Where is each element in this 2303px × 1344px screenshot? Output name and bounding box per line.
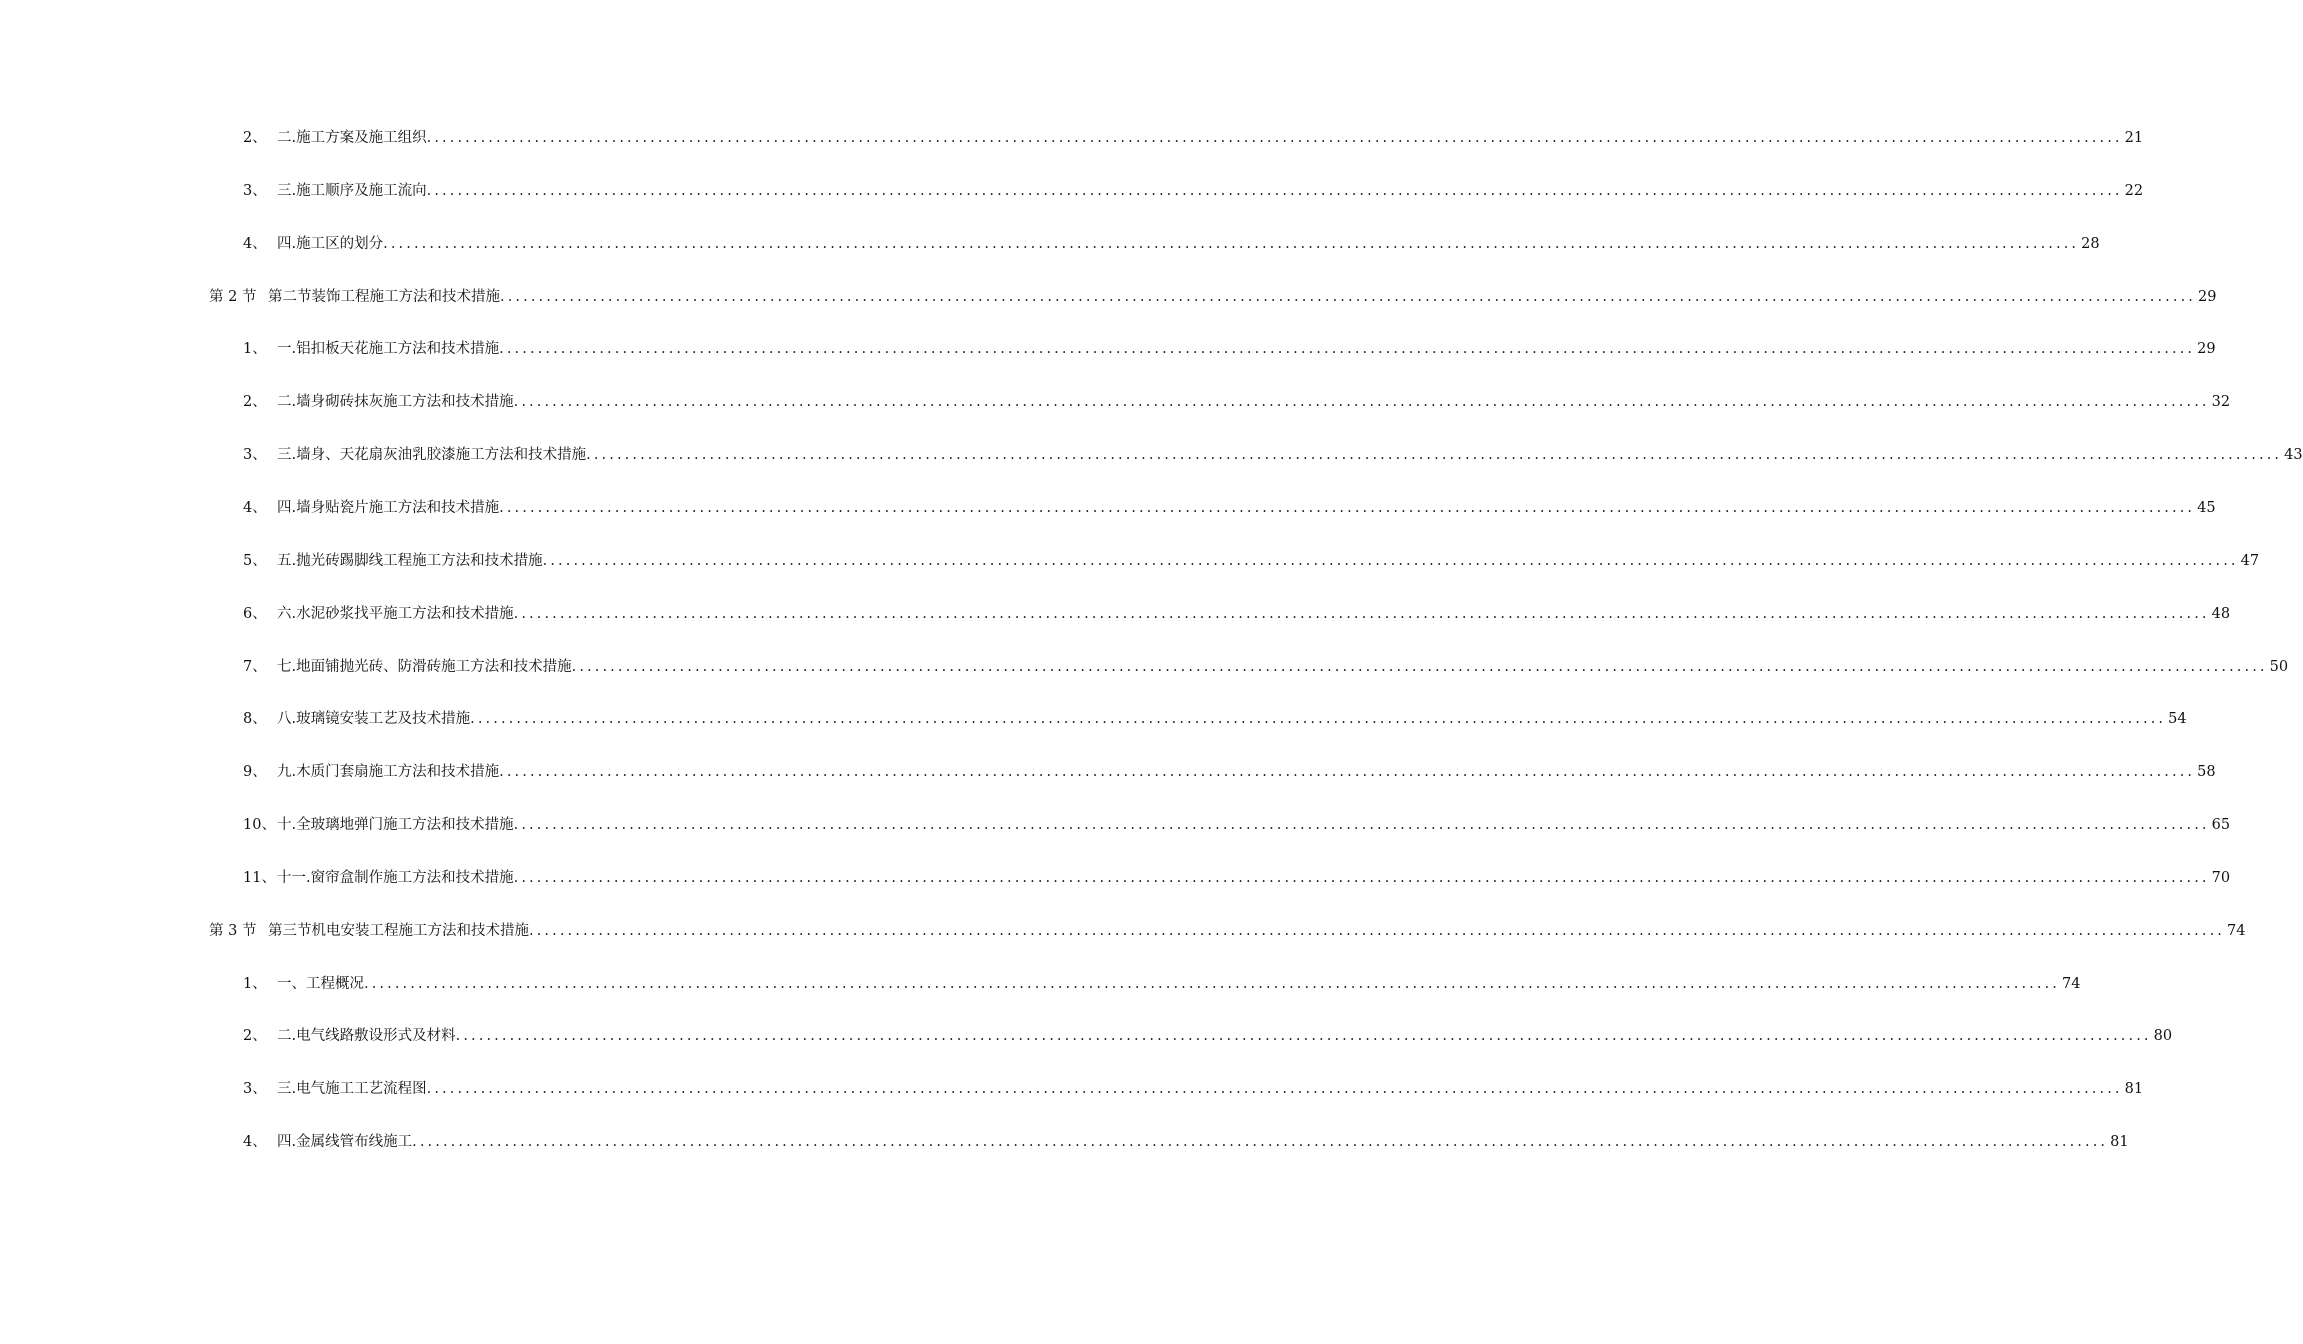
toc-entry-number: 第 3 节 (209, 922, 257, 939)
toc-entry-title: 四.金属线管布线施工 (277, 1134, 413, 1151)
toc-page-number: 28 (2081, 235, 2100, 252)
toc-dot-leader: ............................................................................................................................................................................................................................ (412, 1134, 2109, 1151)
toc-page-number: 70 (2211, 869, 2231, 886)
toc-page-number: 81 (2110, 1134, 2129, 1151)
toc-entry-line (268, 918, 2246, 944)
toc-entry-number: 1、 (243, 341, 267, 358)
toc-entry[interactable] (0, 125, 2144, 151)
toc-entry-line (277, 1023, 2173, 1049)
toc-page-number: 47 (2240, 552, 2260, 569)
toc-entry[interactable] (0, 1129, 2129, 1155)
toc-entry-title: 三.墙身、天花扇灰油乳胶漆施工方法和技术措施 (277, 447, 587, 464)
toc-dot-leader: ............................................................................................................................................................................................................................ (586, 447, 2283, 464)
toc-entry-line (277, 654, 2289, 680)
toc-entry-number: 5、 (243, 552, 267, 569)
toc-dot-leader: ............................................................................................................................................................................................................................ (426, 1081, 2123, 1098)
toc-dot-leader: ............................................................................................................................................................................................................................ (529, 922, 2226, 939)
toc-entry[interactable] (0, 178, 2144, 204)
toc-dot-leader: ............................................................................................................................................................................................................................ (426, 130, 2123, 146)
toc-page-number: 45 (2197, 499, 2216, 516)
toc-dot-leader: ............................................................................................................................................................................................................................ (499, 341, 2196, 358)
toc-entry-number: 2、 (243, 1028, 267, 1045)
toc-entry-title: 十.全玻璃地弹门施工方法和技术措施 (277, 817, 514, 834)
toc-page-number: 81 (2124, 1081, 2144, 1098)
toc-dot-leader: ............................................................................................................................................................................................................................ (542, 552, 2239, 569)
toc-page-number: 80 (2153, 1028, 2173, 1045)
toc-dot-leader: ............................................................................................................................................................................................................................ (499, 499, 2196, 516)
toc-entry-line (277, 706, 2187, 732)
toc-page-number: 74 (2062, 975, 2081, 992)
toc-entry-title: 六.水泥砂浆找平施工方法和技术措施 (277, 605, 514, 622)
toc-page-number: 32 (2211, 394, 2231, 411)
toc-dot-leader: ............................................................................................................................................................................................................................ (455, 1028, 2152, 1045)
toc-entry-line (277, 812, 2231, 838)
toc-entry-title: 第三节机电安装工程施工方法和技术措施 (268, 922, 529, 939)
toc-entry[interactable] (0, 865, 2231, 891)
toc-entry-title: 十一.窗帘盒制作施工方法和技术措施 (277, 869, 514, 886)
toc-entry-number: 11、 (243, 869, 276, 886)
toc-dot-leader: ............................................................................................................................................................................................................................ (426, 182, 2123, 199)
toc-entry[interactable] (0, 336, 2216, 362)
toc-page-number: 43 (2284, 447, 2303, 464)
toc-entry-title: 八.玻璃镜安装工艺及技术措施 (277, 711, 471, 728)
toc-entry-line (277, 495, 2216, 521)
toc-entry-line (277, 548, 2260, 574)
toc-dot-leader: ............................................................................................................................................................................................................................ (513, 817, 2210, 834)
toc-page-number: 74 (2227, 922, 2246, 939)
toc-entry-number: 3、 (243, 447, 267, 464)
toc-entry-title: 四.墙身贴瓷片施工方法和技术措施 (277, 499, 500, 516)
toc-entry-line (277, 601, 2231, 627)
toc-page-number: 54 (2168, 711, 2187, 728)
toc-dot-leader: ............................................................................................................................................................................................................................ (513, 869, 2210, 886)
toc-entry-number: 6、 (243, 605, 267, 622)
toc-entry-line (277, 336, 2216, 362)
toc-entry[interactable] (0, 389, 2231, 415)
toc-entry-number: 1、 (243, 975, 267, 992)
toc-entry-number: 4、 (243, 499, 267, 516)
toc-dot-leader: ............................................................................................................................................................................................................................ (571, 658, 2268, 675)
toc-entry-line (277, 759, 2216, 785)
toc-entry[interactable] (0, 442, 2303, 468)
toc-entry-title: 二.施工方案及施工组织 (277, 130, 427, 146)
toc-entry-line (277, 971, 2081, 997)
toc-entry-number: 4、 (243, 1134, 267, 1151)
toc-entry-number: 10、 (243, 817, 276, 834)
toc-dot-leader: ............................................................................................................................................................................................................................ (513, 605, 2210, 622)
toc-entry-title: 四.施工区的划分 (277, 235, 384, 252)
toc-page-number: 29 (2197, 341, 2216, 358)
toc-entry-number: 2、 (243, 394, 267, 411)
toc-entry-title: 七.地面铺抛光砖、防滑砖施工方法和技术措施 (277, 658, 572, 675)
toc-entry-line (277, 1076, 2144, 1102)
toc-entry-line (277, 442, 2303, 468)
toc-page-number: 50 (2269, 658, 2289, 675)
toc-entry[interactable] (0, 1023, 2173, 1049)
toc-section-entry[interactable] (0, 918, 2246, 944)
toc-entry-title: 二.电气线路敷设形式及材料 (277, 1028, 456, 1045)
toc-entry-number: 3、 (243, 1081, 267, 1098)
toc-entry[interactable] (0, 759, 2216, 785)
toc-entry-line (277, 231, 2100, 257)
toc-entry[interactable] (0, 601, 2231, 627)
toc-page-number: 21 (2124, 130, 2144, 146)
toc-entry-title: 三.电气施工工艺流程图 (277, 1081, 427, 1098)
toc-entry-line (268, 284, 2217, 310)
toc-entry[interactable] (0, 812, 2231, 838)
toc-page-number: 48 (2211, 605, 2231, 622)
toc-page-number: 58 (2197, 764, 2216, 781)
toc-dot-leader: ............................................................................................................................................................................................................................ (470, 711, 2167, 728)
toc-entry[interactable] (0, 231, 2100, 257)
toc-entry-number: 4、 (243, 235, 267, 252)
toc-page-number: 65 (2211, 817, 2231, 834)
toc-dot-leader: ............................................................................................................................................................................................................................ (383, 235, 2080, 252)
toc-entry-line (277, 178, 2144, 204)
toc-entry-title: 一、工程概况 (277, 975, 364, 992)
toc-entry-title: 二.墙身砌砖抹灰施工方法和技术措施 (277, 394, 514, 411)
toc-entry[interactable] (0, 971, 2081, 997)
toc-entry-title: 五.抛光砖踢脚线工程施工方法和技术措施 (277, 552, 543, 569)
toc-entry-line (277, 125, 2144, 151)
toc-entry[interactable] (0, 706, 2187, 732)
toc-entry[interactable] (0, 654, 2289, 680)
toc-entry-line (277, 389, 2231, 415)
toc-entry-number: 7、 (243, 658, 267, 675)
toc-entry-number: 9、 (243, 764, 267, 781)
toc-entry-number: 2、 (243, 130, 267, 146)
toc-section-entry[interactable] (0, 284, 2217, 310)
toc-entry-number: 3、 (243, 182, 267, 199)
toc-entry[interactable] (0, 548, 2260, 574)
toc-dot-leader: ............................................................................................................................................................................................................................ (513, 394, 2210, 411)
toc-entry[interactable] (0, 495, 2216, 521)
toc-entry-title: 第二节装饰工程施工方法和技术措施 (268, 288, 500, 305)
toc-entry-number: 第 2 节 (209, 288, 257, 305)
toc-page-number: 22 (2124, 182, 2144, 199)
toc-entry-title: 一.铝扣板天花施工方法和技术措施 (277, 341, 500, 358)
toc-entry-number: 8、 (243, 711, 267, 728)
toc-page-number: 29 (2198, 288, 2217, 305)
toc-entry[interactable] (0, 1076, 2144, 1102)
toc-dot-leader: ............................................................................................................................................................................................................................ (499, 764, 2196, 781)
toc-dot-leader: ............................................................................................................................................................................................................................ (500, 288, 2197, 305)
toc-entry-line (277, 865, 2231, 891)
toc-entry-title: 九.木质门套扇施工方法和技术措施 (277, 764, 500, 781)
toc-entry-line (277, 1129, 2129, 1155)
toc-entry-title: 三.施工顺序及施工流向 (277, 182, 427, 199)
toc-dot-leader: ............................................................................................................................................................................................................................ (364, 975, 2061, 992)
